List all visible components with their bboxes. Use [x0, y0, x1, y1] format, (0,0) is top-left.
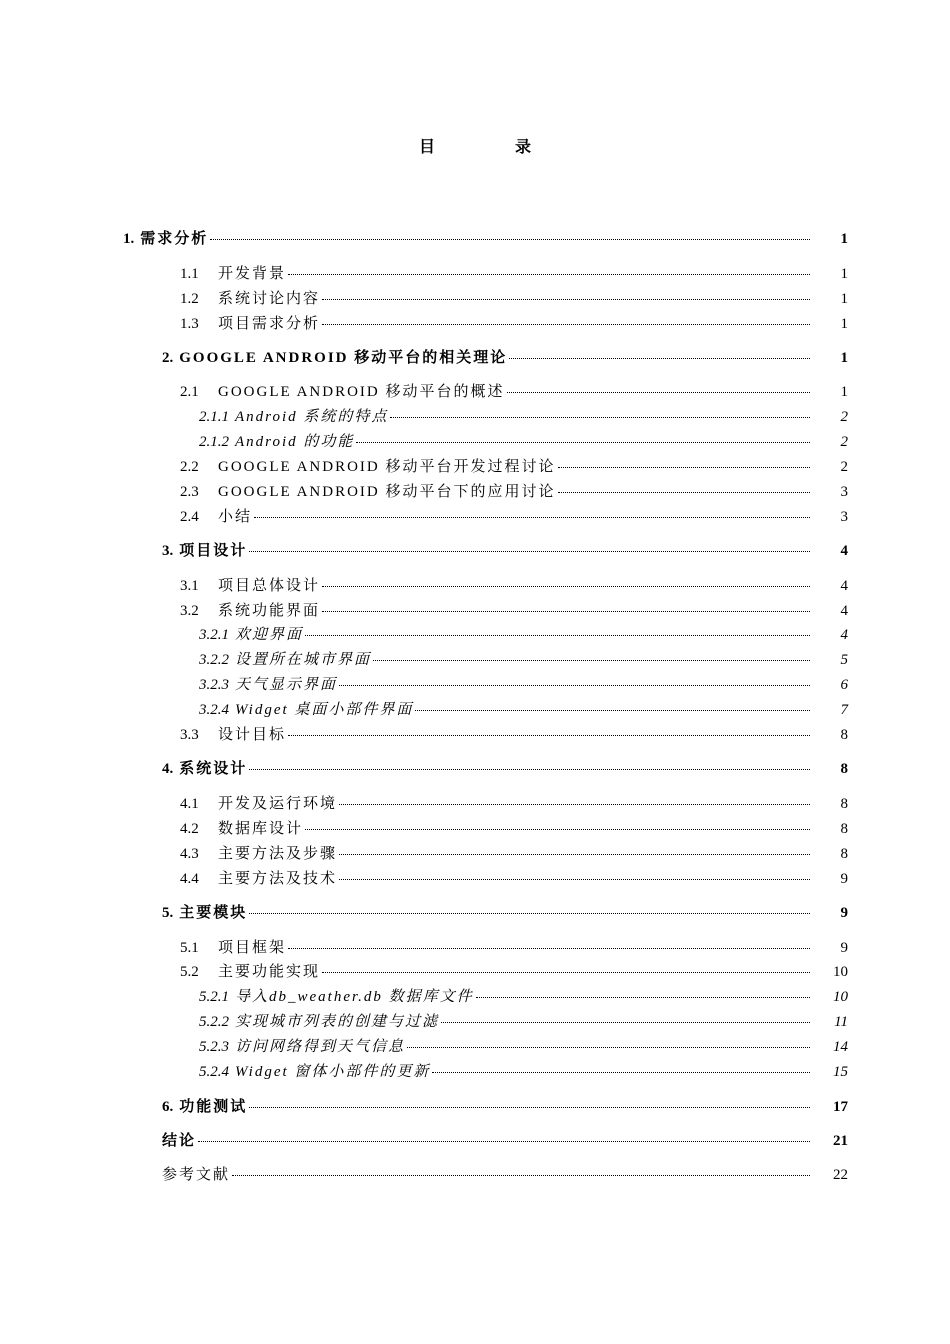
toc-entry-text: 欢迎界面 [235, 627, 304, 643]
toc-entry[interactable] [199, 407, 848, 427]
dot-leader [322, 323, 810, 325]
toc-entry-page: 2 [840, 409, 848, 425]
toc-entry-page: 14 [833, 1039, 848, 1055]
dot-leader [558, 491, 811, 493]
toc-entry-label [199, 675, 337, 695]
toc-entry-number: 1.2 [180, 291, 199, 307]
toc-entry-page: 11 [834, 1014, 848, 1030]
toc-entry[interactable] [180, 507, 848, 527]
dot-leader [507, 391, 811, 393]
dot-leader [432, 1071, 810, 1073]
toc-entry-text: Widget 窗体小部件的更新 [235, 1064, 431, 1080]
toc-entry-label [199, 1062, 430, 1082]
toc-entry-page: 9 [840, 871, 848, 887]
toc-entry-label [180, 289, 320, 309]
toc-entry-text: 设置所在城市界面 [235, 652, 372, 668]
toc-entry-number: 2.4 [180, 509, 199, 525]
toc-entry-number: 4.1 [180, 796, 199, 812]
toc-entry-page: 1 [840, 291, 848, 307]
toc-entry-text: 小结 [218, 509, 253, 525]
toc-entry-page: 21 [833, 1133, 848, 1149]
toc-entry-text: 主要模块 [179, 905, 248, 921]
toc-entry[interactable] [199, 1037, 848, 1057]
dot-leader [249, 768, 810, 770]
toc-entry-page: 8 [840, 761, 848, 777]
dot-leader [339, 853, 810, 855]
toc-entry-page: 10 [833, 964, 848, 980]
toc-entry[interactable] [180, 962, 848, 982]
toc-entry-text: 访问网络得到天气信息 [235, 1039, 406, 1055]
toc-entry-page: 8 [840, 821, 848, 837]
toc-entry[interactable] [180, 382, 848, 402]
toc-entry[interactable] [180, 819, 848, 839]
toc-entry[interactable] [123, 229, 848, 249]
toc-entry-number: 1. [123, 231, 135, 247]
dot-leader [210, 238, 810, 240]
toc-entry-text: 开发背景 [218, 266, 287, 282]
toc-entry[interactable] [199, 1012, 848, 1032]
toc-entry-page: 5 [840, 652, 848, 668]
toc-entry-text: 主要方法及步骤 [218, 846, 338, 862]
dot-leader [288, 734, 810, 736]
toc-entry-page: 17 [833, 1099, 848, 1115]
toc-entry-number: 2.1.2 [199, 434, 229, 450]
toc-entry-number: 4. [162, 761, 174, 777]
toc-entry-page: 22 [833, 1167, 848, 1183]
dot-leader [356, 441, 810, 443]
toc-entry[interactable] [199, 1062, 848, 1082]
toc-entry-number: 5.2.1 [199, 989, 229, 1005]
dot-leader [373, 659, 810, 661]
toc-entry-label [180, 844, 337, 864]
dot-leader [509, 357, 810, 359]
toc-entry-page: 4 [840, 627, 848, 643]
toc-entry-text: 项目框架 [218, 940, 287, 956]
toc-entry-label [199, 987, 474, 1007]
dot-leader [415, 709, 810, 711]
toc-entry-label [162, 1131, 196, 1151]
toc-entry-text: 系统讨论内容 [218, 291, 321, 307]
toc-entry[interactable] [180, 794, 848, 814]
toc-entry-page: 6 [840, 677, 848, 693]
toc-entry-label [199, 407, 388, 427]
toc-entry[interactable] [180, 869, 848, 889]
dot-leader [339, 803, 810, 805]
toc-entry-number: 5. [162, 905, 174, 921]
toc-entry-label [162, 903, 247, 923]
toc-entry[interactable] [180, 314, 848, 334]
toc-entry-label [180, 382, 505, 402]
toc-entry-text: GOOGLE ANDROID 移动平台的相关理论 [179, 350, 508, 366]
toc-entry-label [180, 938, 286, 958]
toc-entry-number: 3.2.2 [199, 652, 229, 668]
toc-entry-number: 3. [162, 543, 174, 559]
toc-entry-number: 5.2.4 [199, 1064, 229, 1080]
toc-entry-page: 4 [840, 543, 848, 559]
dot-leader [322, 585, 810, 587]
toc-entry[interactable] [180, 601, 848, 621]
toc-entry-text: GOOGLE ANDROID 移动平台开发过程讨论 [218, 459, 556, 475]
toc-entry-label [180, 457, 556, 477]
toc-entry-page: 9 [840, 905, 848, 921]
toc-entry-page: 15 [833, 1064, 848, 1080]
toc-entry-number: 2.2 [180, 459, 199, 475]
toc-entry-number: 4.2 [180, 821, 199, 837]
toc-entry-text: GOOGLE ANDROID 移动平台的概述 [218, 384, 505, 400]
toc-entry[interactable] [162, 1131, 848, 1151]
dot-leader [249, 1106, 810, 1108]
toc-entry-number: 3.1 [180, 578, 199, 594]
dot-leader [232, 1174, 810, 1176]
toc-entry-label [180, 482, 556, 502]
toc-entry-text: Widget 桌面小部件界面 [235, 702, 414, 718]
dot-leader [339, 878, 810, 880]
toc-entry-page: 1 [840, 266, 848, 282]
toc-entry-label [180, 264, 286, 284]
toc-entry-text: 参考文献 [162, 1167, 231, 1183]
toc-entry-label [180, 819, 303, 839]
toc-entry-number: 3.3 [180, 727, 199, 743]
toc-entry[interactable] [180, 576, 848, 596]
toc-entry-label [180, 576, 320, 596]
toc-entry-page: 10 [833, 989, 848, 1005]
dot-leader [305, 634, 810, 636]
toc-entry-text: 结论 [162, 1133, 197, 1149]
toc-entry[interactable] [180, 289, 848, 309]
toc-entry[interactable] [199, 625, 848, 645]
toc-entry-label [162, 348, 507, 368]
toc-entry-page: 8 [840, 727, 848, 743]
toc-entry[interactable] [199, 987, 848, 1007]
toc-entry-text: 系统功能界面 [218, 603, 321, 619]
toc-entry-number: 3.2 [180, 603, 199, 619]
toc-entry-page: 1 [840, 384, 848, 400]
toc-entry[interactable] [199, 700, 848, 720]
toc-entry-text: GOOGLE ANDROID 移动平台下的应用讨论 [218, 484, 556, 500]
toc-entry-text: 主要方法及技术 [218, 871, 338, 887]
toc-entry[interactable] [180, 844, 848, 864]
toc-entry-number: 1.3 [180, 316, 199, 332]
toc-entry-page: 9 [840, 940, 848, 956]
toc-entry-text: Android 的功能 [235, 434, 355, 450]
dot-leader [254, 516, 810, 518]
toc-entry-label [180, 507, 252, 527]
toc-entry-label [180, 725, 286, 745]
toc-entry-label [123, 229, 208, 249]
toc-entry-number: 2. [162, 350, 174, 366]
toc-entry-label [199, 625, 303, 645]
toc-entry-label [180, 794, 337, 814]
dot-leader [322, 971, 810, 973]
toc-entry-number: 3.2.1 [199, 627, 229, 643]
toc-entry-text: 导入db_weather.db 数据库文件 [235, 989, 474, 1005]
toc-entry-number: 1.1 [180, 266, 199, 282]
toc-entry[interactable] [180, 264, 848, 284]
toc-entry-page: 1 [840, 231, 848, 247]
title-char-2: 录 [515, 139, 532, 156]
toc-entry-page: 2 [840, 459, 848, 475]
toc-entry-number: 3.2.3 [199, 677, 229, 693]
toc-entry-label [180, 314, 320, 334]
toc-entry-number: 2.1.1 [199, 409, 229, 425]
toc-entry-page: 2 [840, 434, 848, 450]
toc-entry-text: 设计目标 [218, 727, 287, 743]
dot-leader [322, 610, 810, 612]
toc-entry-label [199, 650, 371, 670]
dot-leader [390, 416, 810, 418]
toc-entry-text: 需求分析 [140, 231, 209, 247]
toc-entry[interactable] [180, 482, 848, 502]
dot-leader [288, 273, 810, 275]
toc-entry-label [180, 869, 337, 889]
dot-leader [322, 298, 810, 300]
toc-entry-page: 4 [840, 578, 848, 594]
toc-entry-page: 1 [840, 316, 848, 332]
toc-entry-label [162, 1097, 247, 1117]
page-title [0, 134, 950, 157]
dot-leader [407, 1046, 810, 1048]
toc-entry-text: 数据库设计 [218, 821, 304, 837]
toc-entry-number: 4.3 [180, 846, 199, 862]
toc-entry-text: 开发及运行环境 [218, 796, 338, 812]
toc-entry-number: 2.3 [180, 484, 199, 500]
toc-entry-label [180, 601, 320, 621]
toc-entry-page: 3 [840, 484, 848, 500]
toc-entry-text: 系统设计 [179, 761, 248, 777]
title-char-1: 目 [418, 139, 435, 156]
toc-entry-label [162, 1165, 230, 1185]
dot-leader [558, 466, 811, 468]
toc-entry[interactable] [199, 650, 848, 670]
toc-entry-text: 项目总体设计 [218, 578, 321, 594]
toc-entry-label [199, 1012, 439, 1032]
toc-entry-label [199, 1037, 405, 1057]
toc-entry-number: 2.1 [180, 384, 199, 400]
toc-entry-page: 8 [840, 796, 848, 812]
toc-entry[interactable] [162, 903, 848, 923]
toc-entry-text: 项目需求分析 [218, 316, 321, 332]
toc-entry[interactable] [180, 938, 848, 958]
toc-entry-text: 主要功能实现 [218, 964, 321, 980]
dot-leader [476, 996, 810, 998]
toc-entry[interactable] [162, 1097, 848, 1117]
toc-entry[interactable] [162, 541, 848, 561]
toc-entry-label [162, 541, 247, 561]
dot-leader [305, 828, 810, 830]
toc-entry-label [199, 432, 354, 452]
toc-entry[interactable] [180, 457, 848, 477]
toc-entry-text: 项目设计 [179, 543, 248, 559]
toc-entry-label [180, 962, 320, 982]
toc-entry[interactable] [199, 675, 848, 695]
toc-entry-text: Android 系统的特点 [235, 409, 389, 425]
toc-entry-number: 5.2.3 [199, 1039, 229, 1055]
toc-entry-page: 7 [840, 702, 848, 718]
toc-entry[interactable] [180, 725, 848, 745]
toc-entry[interactable] [162, 1165, 848, 1185]
toc-entry-text: 实现城市列表的创建与过滤 [235, 1014, 440, 1030]
toc-entry-number: 4.4 [180, 871, 199, 887]
toc-entry-text: 天气显示界面 [235, 677, 338, 693]
toc-entry-number: 6. [162, 1099, 174, 1115]
toc-entry-number: 3.2.4 [199, 702, 229, 718]
toc-entry-label [162, 759, 247, 779]
toc-entry-page: 4 [840, 603, 848, 619]
toc-entry-number: 5.2.2 [199, 1014, 229, 1030]
dot-leader [288, 947, 810, 949]
toc-entry-page: 1 [840, 350, 848, 366]
toc-entry[interactable] [162, 759, 848, 779]
dot-leader [441, 1021, 810, 1023]
toc-entry-text: 功能测试 [179, 1099, 248, 1115]
dot-leader [249, 550, 810, 552]
toc-entry-number: 5.1 [180, 940, 199, 956]
toc-entry-page: 8 [840, 846, 848, 862]
toc-entry-number: 5.2 [180, 964, 199, 980]
toc-entry[interactable] [162, 348, 848, 368]
dot-leader [339, 684, 810, 686]
toc-entry-label [199, 700, 413, 720]
dot-leader [198, 1140, 810, 1142]
toc-entry[interactable] [199, 432, 848, 452]
dot-leader [249, 912, 810, 914]
toc-entry-page: 3 [840, 509, 848, 525]
